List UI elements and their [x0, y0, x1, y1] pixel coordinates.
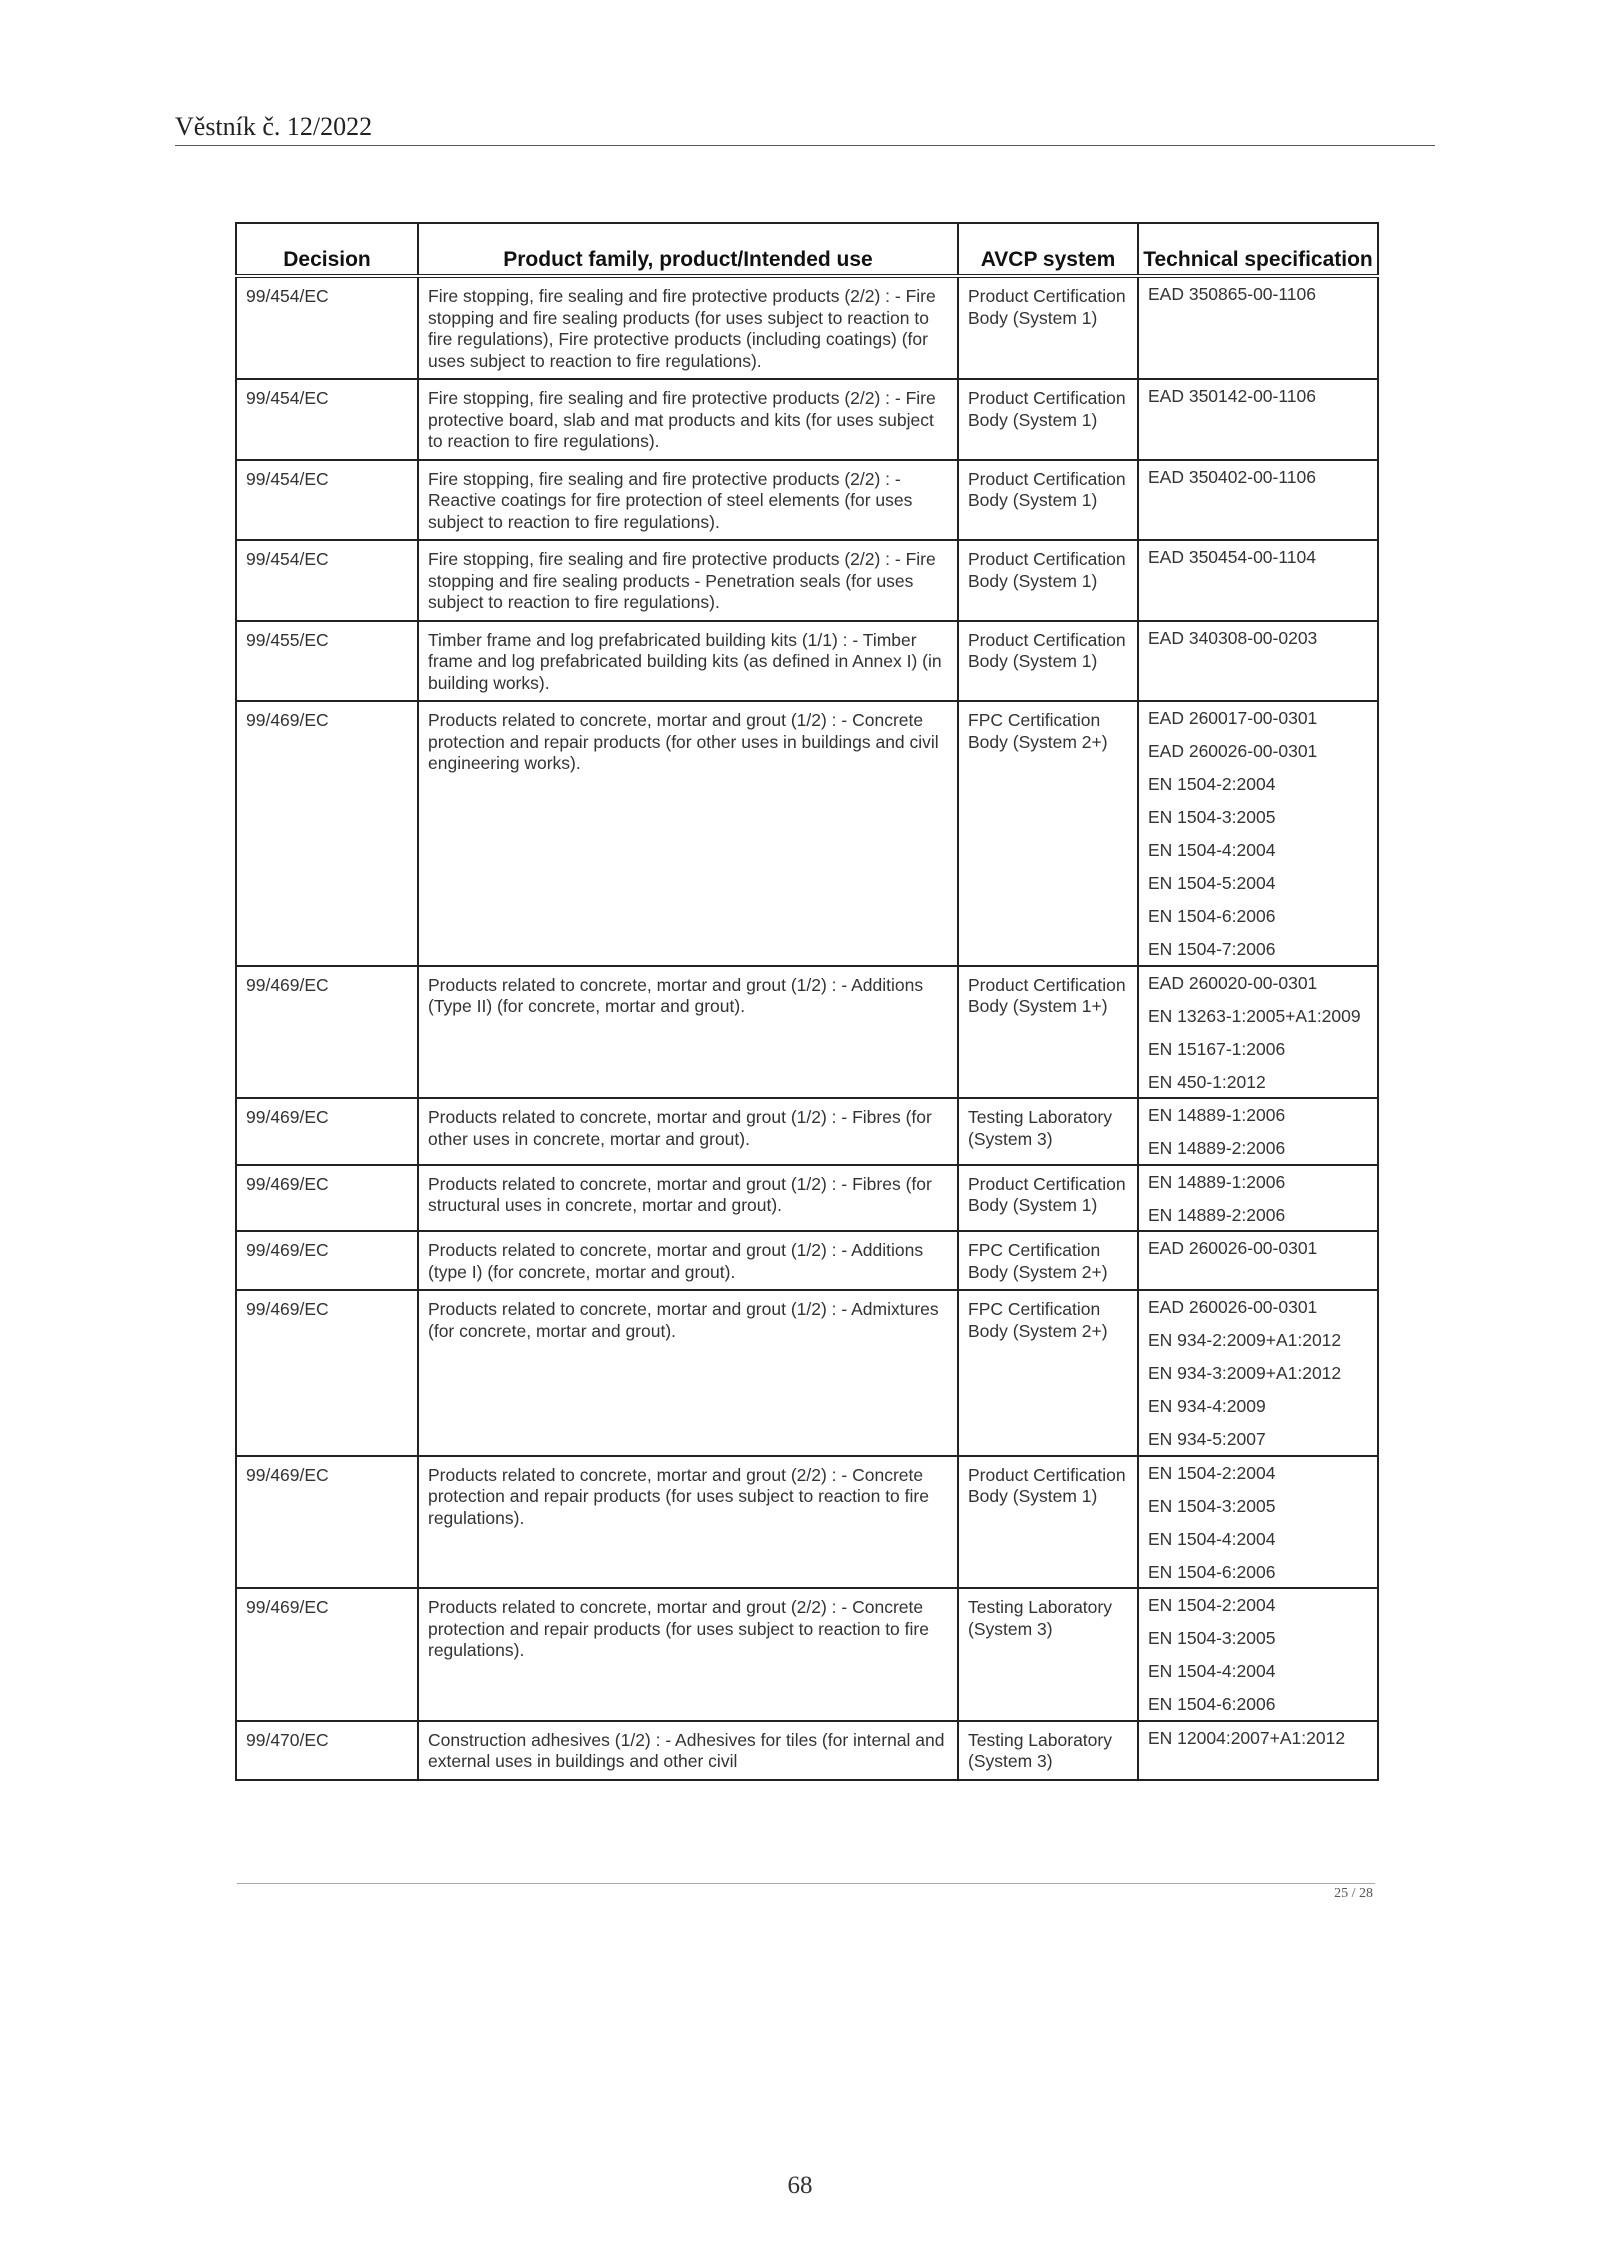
spec-item: EN 14889-2:2006 [1148, 1138, 1286, 1158]
avcp-cell: Testing Laboratory (System 3) [958, 1588, 1138, 1721]
product-cell: Products related to concrete, mortar and grout (2/2) : - Concrete protection and repair products (for uses subject to reaction to fire regulations). [418, 1588, 958, 1721]
page-of-indicator: 25 / 28 [1334, 1886, 1373, 1901]
spec-cell [1138, 1721, 1378, 1780]
avcp-cell: Testing Laboratory (System 3) [958, 1721, 1138, 1780]
spec-cell [1138, 701, 1378, 966]
table-body [236, 276, 1378, 1780]
bulletin-title: Věstník č. 12/2022 [175, 112, 373, 141]
decision-cell: 99/469/EC [236, 1588, 418, 1721]
spec-item: EAD 260026-00-0301 [1148, 1297, 1318, 1317]
spec-item: EAD 350454-00-1104 [1148, 547, 1316, 567]
decision-cell: 99/455/EC [236, 621, 418, 702]
spec-item: EAD 350402-00-1106 [1148, 466, 1316, 487]
table-row [236, 460, 1378, 541]
avcp-cell: FPC Certification Body (System 2+) [958, 1231, 1138, 1290]
spec-item: EN 14889-1:2006 [1148, 1105, 1286, 1125]
spec-item: EAD 340308-00-0203 [1148, 627, 1318, 648]
decision-cell: 99/454/EC [236, 460, 418, 541]
table-row [236, 1721, 1378, 1780]
decision-cell: 99/469/EC [236, 1098, 418, 1165]
avcp-cell: Testing Laboratory (System 3) [958, 1098, 1138, 1165]
spec-item: EN 14889-1:2006 [1148, 1171, 1286, 1192]
avcp-cell: Product Certification Body (System 1+) [958, 966, 1138, 1099]
spec-cell [1138, 621, 1378, 702]
spec-cell [1138, 379, 1378, 460]
table-row [236, 379, 1378, 460]
spec-item: EAD 260026-00-0301 [1148, 1238, 1318, 1258]
spec-item: EN 1504-4:2004 [1148, 1528, 1276, 1549]
product-cell: Fire stopping, fire sealing and fire protective products (2/2) : - Fire stopping and fire sealing products (for uses subject to reaction to fire regulations), Fire protective products (including coatings) (for uses subject to reaction to fire regulations). [418, 276, 958, 379]
avcp-cell: Product Certification Body (System 1) [958, 1165, 1138, 1232]
spec-cell [1138, 1456, 1378, 1589]
spec-item: EN 14889-2:2006 [1148, 1204, 1286, 1225]
avcp-cell: Product Certification Body (System 1) [958, 460, 1138, 541]
table-row [236, 621, 1378, 702]
table-row [236, 1098, 1378, 1165]
spec-item: EN 1504-6:2006 [1148, 1561, 1276, 1582]
spec-item: EN 450-1:2012 [1148, 1071, 1266, 1092]
spec-item: EN 1504-6:2006 [1148, 1694, 1276, 1714]
column-header-product: Product family, product/Intended use [418, 223, 958, 276]
table-row [236, 966, 1378, 1099]
avcp-cell: Product Certification Body (System 1) [958, 621, 1138, 702]
decision-cell: 99/469/EC [236, 1231, 418, 1290]
product-cell: Fire stopping, fire sealing and fire protective products (2/2) : - Fire stopping and fire sealing products - Penetration seals (for uses subject to reaction to fire regulations). [418, 540, 958, 621]
decision-cell: 99/469/EC [236, 966, 418, 1099]
spec-item: EAD 260020-00-0301 [1148, 972, 1318, 993]
spec-item: EN 1504-3:2005 [1148, 1628, 1276, 1648]
table-row [236, 1456, 1378, 1589]
spec-item: EN 15167-1:2006 [1148, 1038, 1286, 1059]
spec-item: EN 1504-3:2005 [1148, 1495, 1276, 1516]
column-header-spec: Technical specification [1138, 223, 1378, 276]
spec-item: EN 13263-1:2005+A1:2009 [1148, 1005, 1361, 1026]
spec-item: EN 1504-3:2005 [1148, 807, 1276, 827]
table-row [236, 701, 1378, 966]
product-cell: Construction adhesives (1/2) : - Adhesives for tiles (for internal and external uses in buildings and other civil [418, 1721, 958, 1780]
spec-cell [1138, 1098, 1378, 1165]
table-row [236, 1165, 1378, 1232]
decision-cell: 99/469/EC [236, 1165, 418, 1232]
spec-cell [1138, 540, 1378, 621]
spec-item: EAD 350142-00-1106 [1148, 386, 1316, 406]
product-cell: Products related to concrete, mortar and grout (1/2) : - Admixtures (for concrete, mortar and grout). [418, 1290, 958, 1456]
product-cell: Products related to concrete, mortar and grout (1/2) : - Fibres (for other uses in concrete, mortar and grout). [418, 1098, 958, 1165]
spec-cell [1138, 460, 1378, 541]
spec-item: EN 1504-7:2006 [1148, 939, 1276, 959]
product-cell: Products related to concrete, mortar and grout (1/2) : - Concrete protection and repair products (for other uses in buildings and civil engineering works). [418, 701, 958, 966]
spec-item: EN 1504-6:2006 [1148, 906, 1276, 926]
page-number: 68 [787, 2172, 813, 2199]
product-cell: Products related to concrete, mortar and grout (2/2) : - Concrete protection and repair products (for uses subject to reaction to fire regulations). [418, 1456, 958, 1589]
spec-cell [1138, 1231, 1378, 1290]
spec-item: EN 1504-4:2004 [1148, 1661, 1276, 1681]
product-cell: Products related to concrete, mortar and grout (1/2) : - Fibres (for structural uses in concrete, mortar and grout). [418, 1165, 958, 1232]
decision-cell: 99/454/EC [236, 379, 418, 460]
avcp-cell: FPC Certification Body (System 2+) [958, 1290, 1138, 1456]
spec-item: EAD 350865-00-1106 [1148, 284, 1316, 304]
table-row [236, 1290, 1378, 1456]
table-row [236, 1231, 1378, 1290]
spec-item: EAD 260017-00-0301 [1148, 708, 1318, 728]
spec-item: EN 934-3:2009+A1:2012 [1148, 1363, 1342, 1383]
header-divider [175, 145, 1435, 146]
avcp-cell: FPC Certification Body (System 2+) [958, 701, 1138, 966]
column-header-decision: Decision [236, 223, 418, 276]
spec-item: EN 1504-5:2004 [1148, 873, 1276, 893]
product-cell: Timber frame and log prefabricated building kits (1/1) : - Timber frame and log prefabricated building kits (as defined in Annex I) (in building works). [418, 621, 958, 702]
table-header-row [236, 223, 1378, 276]
spec-cell [1138, 1165, 1378, 1232]
spec-cell [1138, 1290, 1378, 1456]
spec-item: EN 1504-2:2004 [1148, 774, 1276, 794]
table-row [236, 540, 1378, 621]
decision-cell: 99/454/EC [236, 540, 418, 621]
decision-cell: 99/469/EC [236, 1290, 418, 1456]
spec-item: EN 1504-2:2004 [1148, 1595, 1276, 1615]
decision-cell: 99/454/EC [236, 276, 418, 379]
spec-cell [1138, 1588, 1378, 1721]
spec-item: EAD 260026-00-0301 [1148, 741, 1318, 761]
decision-cell: 99/469/EC [236, 1456, 418, 1589]
product-cell: Products related to concrete, mortar and grout (1/2) : - Additions (type I) (for concrete, mortar and grout). [418, 1231, 958, 1290]
table-row [236, 276, 1378, 379]
avcp-cell: Product Certification Body (System 1) [958, 379, 1138, 460]
spec-item: EN 12004:2007+A1:2012 [1148, 1727, 1346, 1748]
product-cell: Products related to concrete, mortar and grout (1/2) : - Additions (Type II) (for concrete, mortar and grout). [418, 966, 958, 1099]
column-header-avcp: AVCP system [958, 223, 1138, 276]
spec-item: EN 934-2:2009+A1:2012 [1148, 1330, 1342, 1350]
specification-table [235, 222, 1379, 1781]
decision-cell: 99/469/EC [236, 701, 418, 966]
spec-item: EN 1504-2:2004 [1148, 1462, 1276, 1483]
avcp-cell: Product Certification Body (System 1) [958, 1456, 1138, 1589]
avcp-cell: Product Certification Body (System 1) [958, 540, 1138, 621]
spec-cell [1138, 966, 1378, 1099]
table-row [236, 1588, 1378, 1721]
avcp-cell: Product Certification Body (System 1) [958, 276, 1138, 379]
spec-item: EN 1504-4:2004 [1148, 840, 1276, 860]
footer-divider [237, 1883, 1375, 1884]
spec-cell [1138, 276, 1378, 379]
spec-item: EN 934-4:2009 [1148, 1396, 1266, 1416]
spec-item: EN 934-5:2007 [1148, 1429, 1266, 1449]
decision-cell: 99/470/EC [236, 1721, 418, 1780]
product-cell: Fire stopping, fire sealing and fire protective products (2/2) : - Fire protective board, slab and mat products and kits (for uses subject to reaction to fire regulations). [418, 379, 958, 460]
product-cell: Fire stopping, fire sealing and fire protective products (2/2) : - Reactive coatings for fire protection of steel elements (for uses subject to reaction to fire regulations). [418, 460, 958, 541]
